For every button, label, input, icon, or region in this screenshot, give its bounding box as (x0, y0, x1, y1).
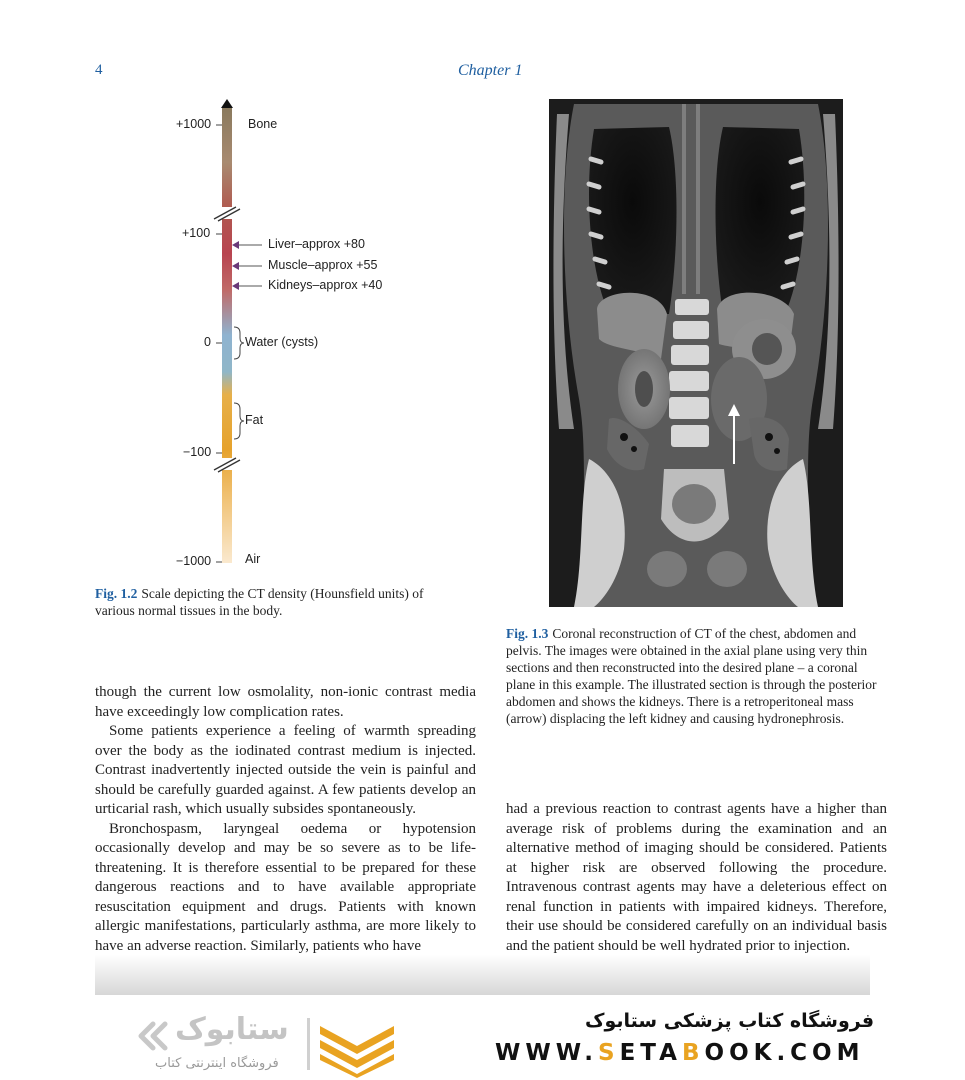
label-air: Air (245, 552, 261, 566)
label-muscle: Muscle–approx +55 (268, 258, 378, 272)
label-water: Water (cysts) (245, 335, 319, 349)
website-letter-b: B (681, 1040, 705, 1066)
label-fat: Fat (245, 413, 264, 427)
left-column-text (95, 683, 476, 956)
running-head: Chapter 1 (458, 62, 523, 79)
paragraph: though the current low osmolality, non-ionic contrast media have exceedingly low complication rates. (95, 684, 476, 720)
figure-1-2-label: Fig. 1.2 (95, 586, 138, 601)
figure-1-3-caption (506, 625, 886, 727)
page-number: 4 (95, 62, 103, 78)
figure-1-2-caption (95, 585, 465, 619)
paragraph: Bronchospasm, laryngeal oedema or hypotension occasionally develop and may be so severe as to be life-threatening. It is therefore essential to be prepared for these dangerous reactions and to have available appropriate resuscitation equipment and drugs. Patients with known allergic manifestations, particularly asthma, are more likely to have an adverse reaction. Similarly, patients who have (95, 820, 476, 954)
tick-label-minus-1000: −1000 (176, 554, 212, 568)
logo-text: ستابوک (175, 1012, 289, 1047)
label-kidneys: Kidneys–approx +40 (268, 278, 383, 292)
figure-1-2-caption-text: Scale depicting the CT density (Hounsfield units) of various normal tissues in the body. (95, 586, 424, 618)
store-name: فروشگاه کتاب پزشکی ستابوک (585, 1010, 875, 1032)
tick-label-minus-100: −100 (183, 445, 212, 459)
website-suffix: OOK.COM (704, 1040, 865, 1066)
hounsfield-scale-figure (150, 95, 470, 575)
label-bone: Bone (248, 117, 278, 131)
right-column-text (506, 800, 887, 956)
tick-label-plus-100: +100 (182, 226, 211, 240)
figure-1-3-label: Fig. 1.3 (506, 626, 549, 641)
paragraph: had a previous reaction to contrast agents have a higher than average risk of problems during the examination and an alternative method of imaging should be considered. Patients at higher risk are observed following the procedure. Intravenous contrast agents may have a deleterious effect on renal function in patients with impaired kidneys. Therefore, their use should be considered carefully on an individual basis and the patient should be well hydrated prior to injection. (506, 801, 887, 954)
label-liver: Liver–approx +80 (268, 237, 365, 251)
figure-1-3-caption-text: Coronal reconstruction of CT of the chest, abdomen and pelvis. The images were obtained in the axial plane using very thin sections and then reconstructed into the desired plane – a coronal plane in this example. The illustrated section is through the posterior abdomen and shows the kidneys. There is a retroperitoneal mass (arrow) displacing the left kidney and causing hydronephrosis. (506, 626, 877, 726)
coronal-ct-drawing (549, 99, 843, 607)
scan-shadow-band (95, 955, 870, 995)
logo-subtext: فروشگاه اینترنتی کتاب (155, 1056, 279, 1071)
tick-label-zero: 0 (204, 335, 211, 349)
coronal-ct-image (549, 99, 843, 607)
setabook-logo (135, 1012, 395, 1078)
website-url (495, 1040, 865, 1066)
website-middle: ETA (619, 1040, 682, 1066)
tick-label-plus-1000: +1000 (176, 117, 212, 131)
website-letter-s: S (597, 1040, 620, 1066)
paragraph: Some patients experience a feeling of warmth spreading over the body as the iodinated contrast medium is injected. Contrast inadvertently injected outside the vein is painful and should be carefully guarded against. A few patients develop an urticarial rash, which usually subsides spontaneously. (95, 723, 476, 817)
website-prefix: WWW. (495, 1040, 598, 1066)
